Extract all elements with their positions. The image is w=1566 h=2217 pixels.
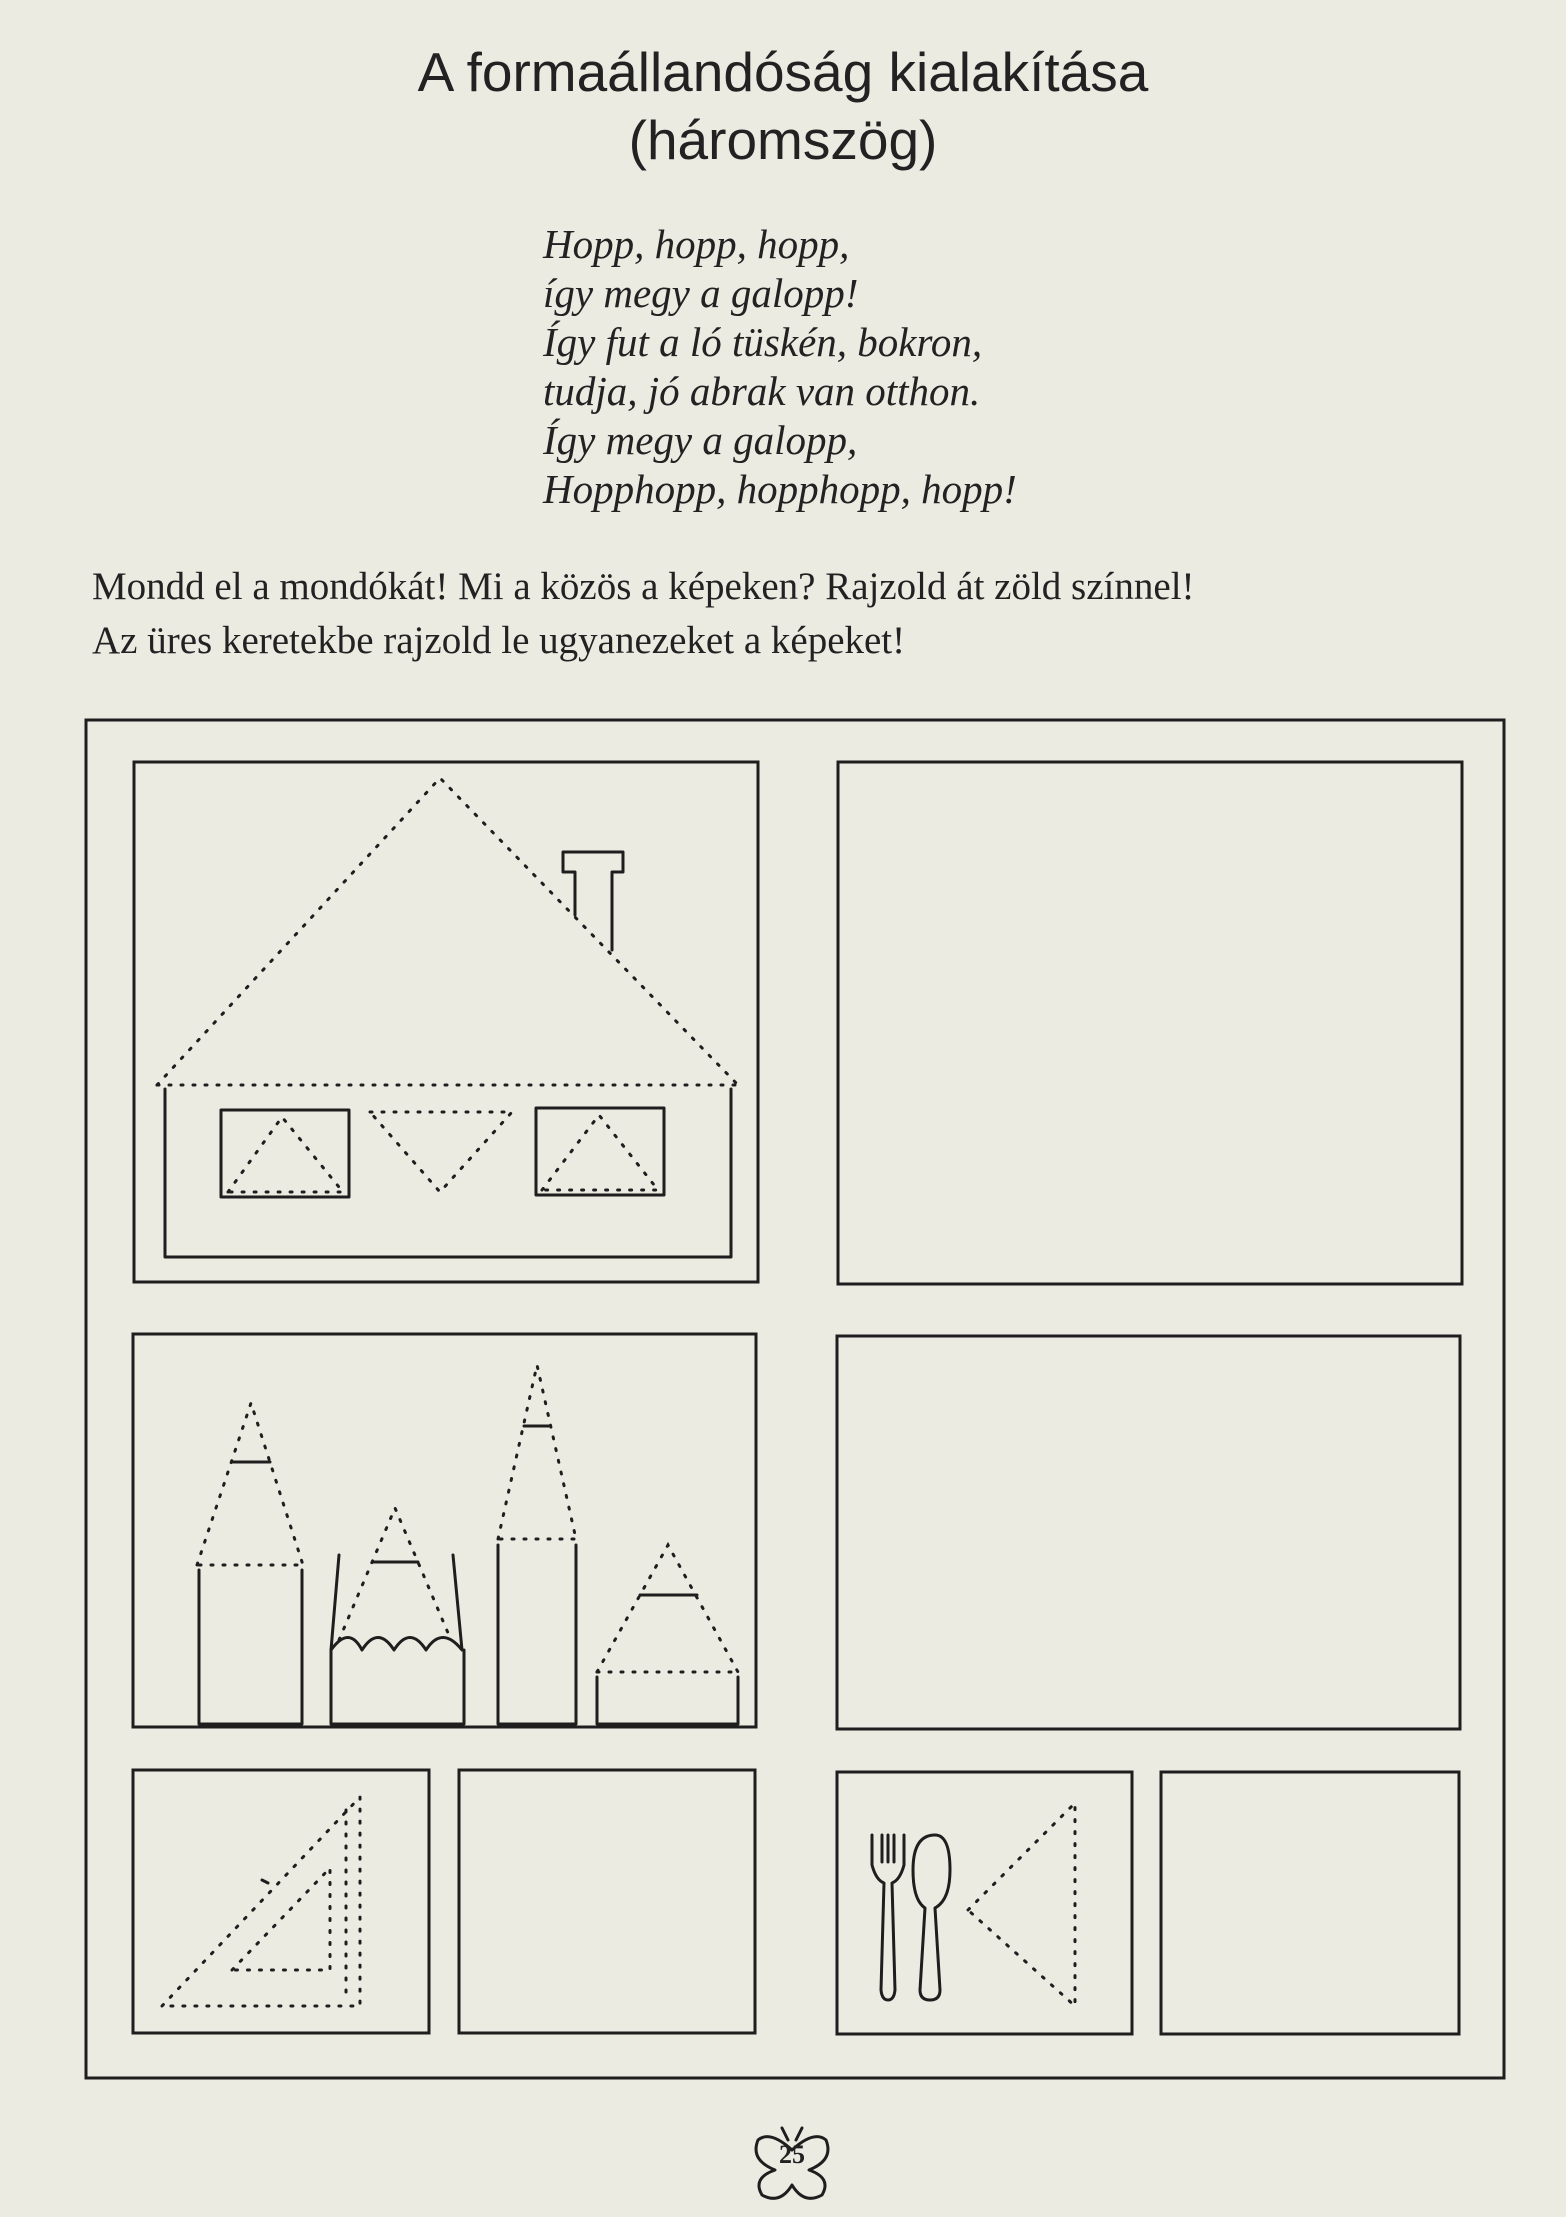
roof-triangle-dotted (157, 778, 738, 1085)
set-square-outer-dotted (162, 1797, 360, 2006)
pencil-body (498, 1545, 576, 1724)
poem-line: Hopp, hopp, hopp, (543, 221, 850, 267)
gable-triangle-dotted (370, 1112, 512, 1192)
house-drawing (157, 778, 738, 1257)
house-panel (134, 762, 758, 1282)
ruler-panel (133, 1770, 429, 2033)
window-right-triangle-dotted (542, 1115, 658, 1190)
napkin-triangle-dotted (968, 1803, 1075, 2006)
pencil-body (331, 1650, 464, 1724)
pencil-body (597, 1677, 738, 1724)
set-square-drawing (162, 1797, 360, 2006)
pencils-panel (133, 1334, 756, 1727)
pencils-drawing (197, 1365, 738, 1724)
poem-line: Hopphopp, hopphopp, hopp! (543, 466, 1017, 512)
empty-drawing-frame[interactable] (837, 1336, 1460, 1729)
window-right (536, 1108, 664, 1195)
instruction-line: Mondd el a mondókát! Mi a közös a képeken? Rajzold át zöld színnel! (92, 565, 1195, 608)
cutlery-drawing (872, 1803, 1075, 2006)
outer-frame (86, 720, 1504, 2078)
window-left (221, 1110, 349, 1197)
pencil-body (199, 1570, 302, 1724)
poem-line: így megy a galopp! (543, 270, 859, 316)
pencil-tip-dotted (197, 1403, 303, 1565)
poem-line: Így fut a ló tüskén, bokron, (543, 319, 983, 365)
page-number: 25 (779, 2140, 805, 2169)
empty-drawing-frame[interactable] (1161, 1772, 1459, 2034)
empty-drawing-frame[interactable] (838, 762, 1462, 1284)
pencil-tip-dotted (339, 1508, 451, 1640)
pencil-tip-dotted (597, 1545, 738, 1672)
poem-line: Így megy a galopp, (543, 417, 858, 463)
pencil-scalloped-edge (331, 1555, 462, 1650)
poem-line: tudja, jó abrak van otthon. (543, 368, 981, 414)
window-left-triangle-dotted (228, 1117, 343, 1192)
pencil-tip-dotted (498, 1365, 576, 1539)
butterfly-antenna (782, 2128, 788, 2140)
title-line-1: A formaállandóság kialakítása (417, 41, 1149, 103)
instruction-line: Az üres keretekbe rajzold le ugyanezeket a képeket! (92, 619, 906, 662)
set-square-inner-dotted (232, 1868, 330, 1970)
empty-drawing-frame[interactable] (459, 1770, 755, 2033)
butterfly-antenna (796, 2128, 802, 2140)
spoon-icon (913, 1835, 950, 2000)
set-square-mark (262, 1880, 268, 1883)
title-line-2: (háromszög) (628, 109, 938, 171)
